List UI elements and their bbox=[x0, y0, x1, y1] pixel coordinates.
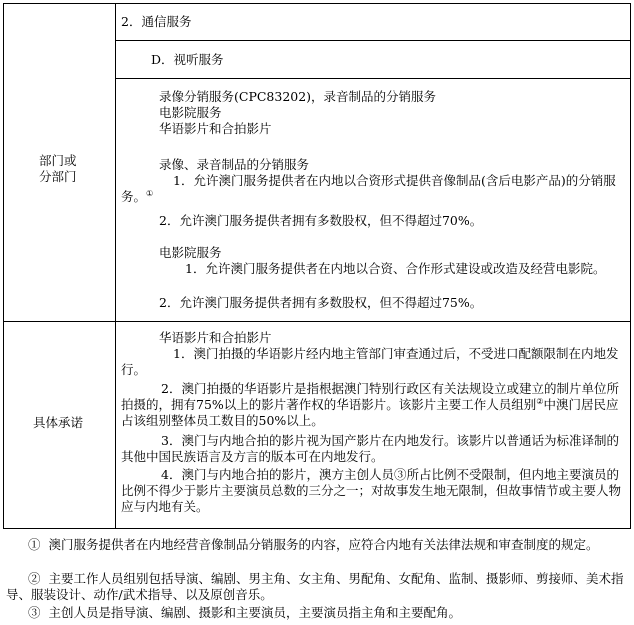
films-item-2-text-a: 2．澳门拍摄的华语影片是指根据澳门特别行政区有关法规设立或建立的制片单位所拍摄的，拥有75%以上的影片著作权的华语影片。该影片主要工作人员组别 bbox=[121, 381, 619, 412]
subsection-title: D．视听服务 bbox=[151, 52, 224, 67]
chinese-films-title: 华语影片和合拍影片 bbox=[159, 330, 272, 345]
cinema-services-item-2: 2．允许澳门服务提供者拥有多数股权，但不得超过75%。 bbox=[159, 295, 483, 310]
section-title: 2．通信服务 bbox=[121, 14, 192, 29]
table-border-bottom bbox=[3, 528, 631, 529]
footnote-3-text: 主创人员是指导演、编剧、摄影和主要演员，主要演员指主角和主要配角。 bbox=[48, 605, 461, 620]
classification-line: 华语影片和合拍影片 bbox=[159, 121, 272, 136]
video-distribution-title: 录像、录音制品的分销服务 bbox=[159, 157, 310, 172]
films-item-2-text-b: 中澳门居民应占该组别整体员工数目的50%以上。 bbox=[121, 397, 619, 428]
table-border-top bbox=[3, 3, 631, 4]
chinese-films-item-3: 3．澳门与内地合拍的影片视为国产影片在内地发行。该影片以普通话为标准译制的其他中国民族语言及方言的版本可在内地发行。 bbox=[121, 433, 619, 464]
films-item-4-text-a: 4．澳门与内地合拍的影片，澳方主创人员 bbox=[161, 467, 394, 482]
footnote-3-mark: ③ bbox=[28, 605, 41, 620]
cinema-services-title: 电影院服务 bbox=[159, 245, 222, 260]
footnote-ref-3: ③ bbox=[393, 467, 407, 482]
chinese-films-item-4 bbox=[121, 467, 629, 515]
sector-header-line1: 部门或 bbox=[39, 153, 77, 168]
chinese-films-item-1: 1．澳门拍摄的华语影片经内地主管部门审查通过后，不受进口配额限制在内地发行。 bbox=[121, 346, 619, 377]
sector-header-line2: 分部门 bbox=[39, 169, 77, 184]
video-distribution-item-2: 2．允许澳门服务提供者拥有多数股权，但不得超过70%。 bbox=[159, 213, 483, 228]
section-divider bbox=[115, 40, 631, 41]
footnote-2 bbox=[6, 571, 624, 603]
video-distribution-item-1 bbox=[121, 173, 626, 205]
footnote-2-text: 主要工作人员组别包括导演、编剧、男主角、女主角、男配角、女配角、监制、摄影师、剪接师、美术指导、服装设计、动作/武术指导、以及原创音乐。 bbox=[6, 571, 624, 602]
table-border-right bbox=[630, 3, 631, 529]
footnote-ref-2: ② bbox=[536, 396, 544, 406]
classification-line: 录像分销服务(CPC83202)，录音制品的分销服务 bbox=[159, 89, 437, 104]
footnote-1-mark: ① bbox=[28, 537, 41, 552]
footnote-2-mark: ② bbox=[28, 571, 41, 586]
table-column-divider bbox=[115, 3, 116, 529]
footnote-1 bbox=[6, 537, 624, 553]
footnote-3 bbox=[6, 605, 624, 621]
footnote-1-text: 澳门服务提供者在内地经营音像制品分销服务的内容，应符合内地有关法律法规和审查制度的规定。 bbox=[48, 537, 599, 552]
films-item-4-text-b: 所占比例不受限制，但内地主要演员的比例不得少于影片主要演员总数的三分之一；对故事发生地无限制，但故事情节或主要人物应与内地有关。 bbox=[121, 467, 622, 514]
chinese-films-item-2 bbox=[121, 381, 629, 429]
cinema-services-item-1: 1．允许澳门服务提供者在内地以合资、合作形式建设或改造及经营电影院。 bbox=[185, 261, 606, 276]
classification-line: 电影院服务 bbox=[159, 105, 222, 120]
table-row-divider bbox=[3, 321, 631, 322]
table-border-left bbox=[3, 3, 4, 529]
specific-commitments-header: 具体承诺 bbox=[33, 415, 84, 430]
video-item-1-text: 1．允许澳门服务提供者在内地以合资形式提供音像制品(含后电影产品)的分销服务。 bbox=[121, 173, 616, 204]
subsection-divider bbox=[115, 78, 631, 79]
footnote-ref-1: ① bbox=[146, 188, 154, 198]
